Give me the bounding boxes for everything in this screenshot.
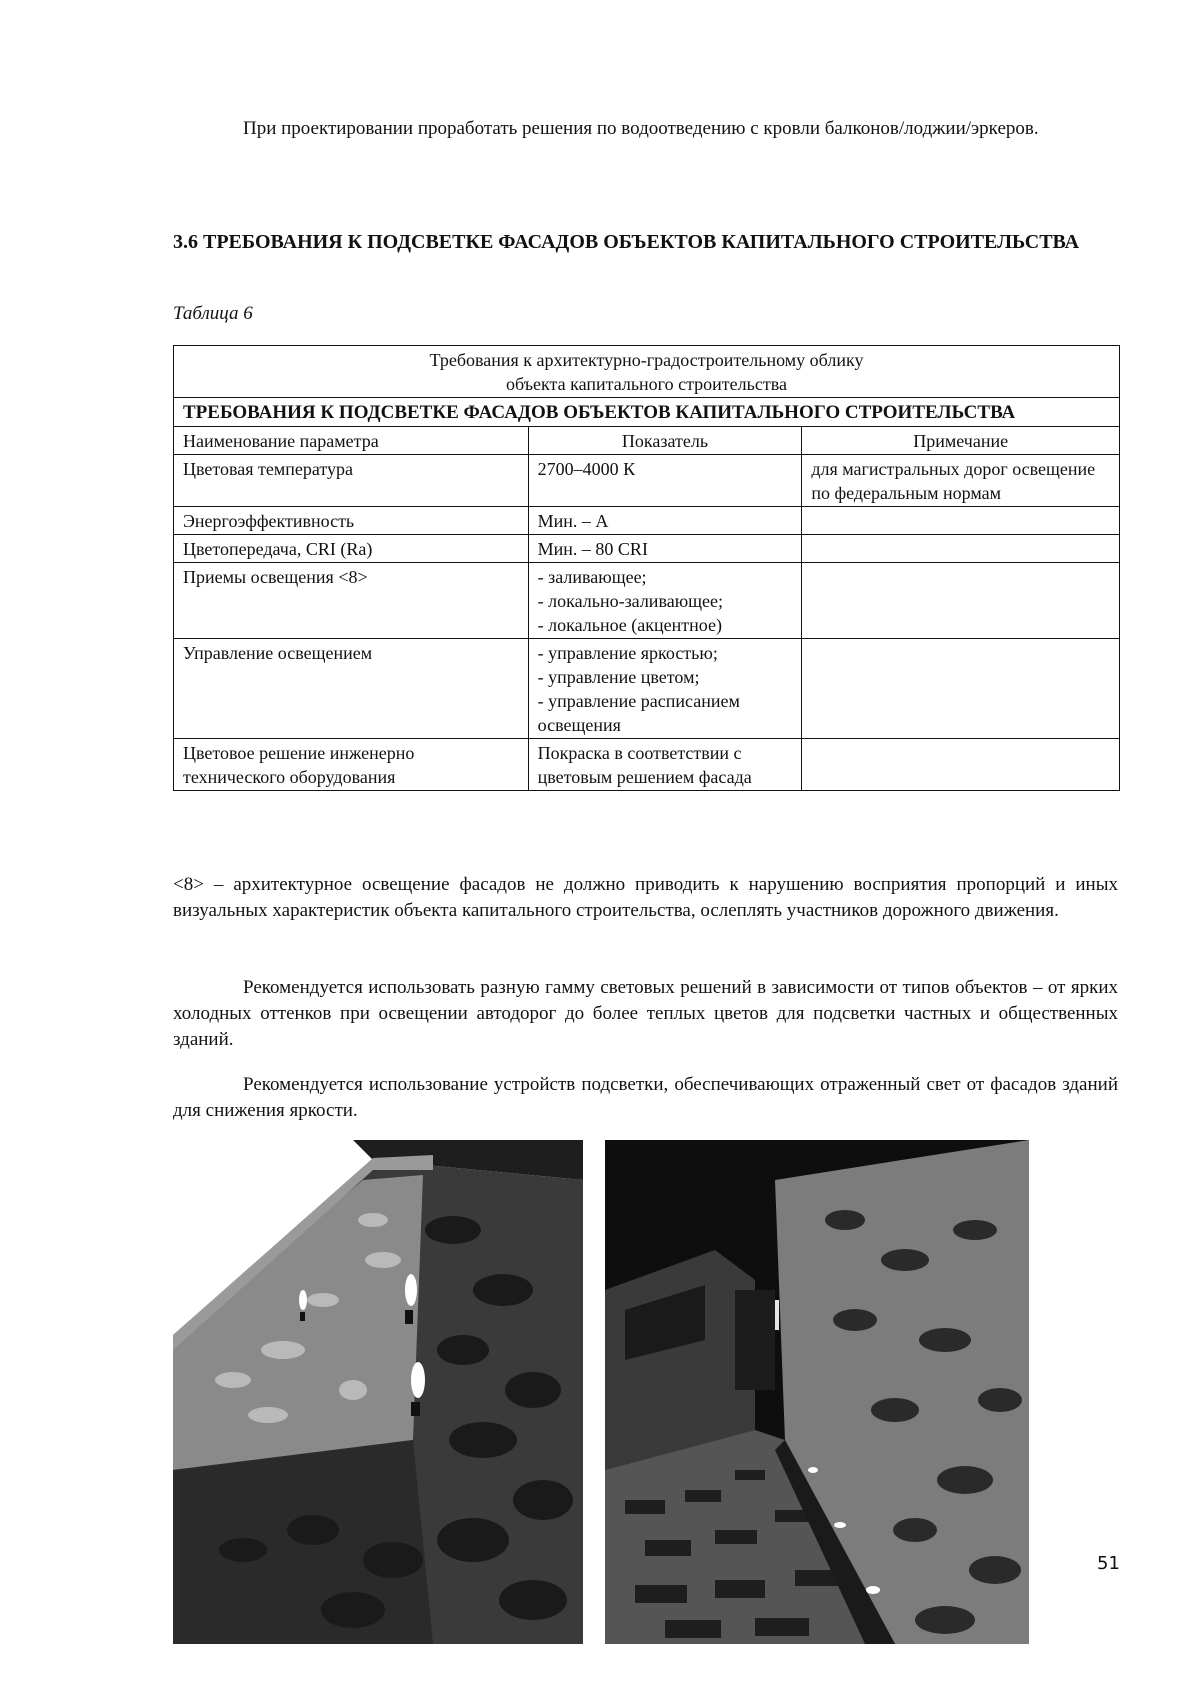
- table-header-line-1: Требования к архитектурно-градостроительному облику: [429, 350, 864, 370]
- requirements-table: [173, 345, 1120, 791]
- table-row: [174, 563, 1120, 639]
- recommendation-paragraph-2: Рекомендуется использование устройств подсветки, обеспечивающих отраженный свет от фасадов зданий для снижения яркости.: [173, 1074, 1118, 1121]
- table-subtitle-row: [174, 398, 1120, 427]
- column-header-value: Показатель: [528, 427, 802, 455]
- table-subtitle: ТРЕБОВАНИЯ К ПОДСВЕТКЕ ФАСАДОВ ОБЪЕКТОВ КАПИТАЛЬНОГО СТРОИТЕЛЬСТВА: [174, 398, 1120, 427]
- param-name: Цветовое решение инженерно технического оборудования: [174, 739, 529, 791]
- param-note: [802, 507, 1120, 535]
- param-note: [802, 535, 1120, 563]
- footnote: <8> – архитектурное освещение фасадов не должно приводить к нарушению восприятия пропорций и иных визуальных характеристик объекта капитального строительства, ослеплять участников дорожного движения.: [173, 874, 1118, 921]
- table-column-headers: [174, 427, 1120, 455]
- section-number: 3.6: [173, 231, 198, 253]
- intro-paragraph: При проектировании проработать решения по водоотведению с кровли балконов/лоджии/эркеров.: [243, 118, 1039, 139]
- param-name: Управление освещением: [174, 639, 529, 739]
- column-header-name: Наименование параметра: [174, 427, 529, 455]
- table-header-row: [174, 346, 1120, 398]
- param-value: Покраска в соответствии с цветовым решением фасада: [528, 739, 802, 791]
- stone-alley-photo-right: [605, 1140, 1029, 1644]
- param-note: для магистральных дорог освещение по федеральным нормам: [802, 455, 1120, 507]
- param-name: Цветопередача, CRI (Ra): [174, 535, 529, 563]
- param-name: Энергоэффективность: [174, 507, 529, 535]
- column-header-note: Примечание: [802, 427, 1120, 455]
- table-row: [174, 507, 1120, 535]
- stone-wall-photo-left: [173, 1140, 583, 1644]
- param-value: 2700–4000 К: [528, 455, 802, 507]
- table-row: [174, 535, 1120, 563]
- param-value: - управление яркостью; - управление цветом; - управление расписанием освещения: [528, 639, 802, 739]
- param-note: [802, 639, 1120, 739]
- stone-wall-illustration: [173, 1140, 583, 1644]
- param-name: Цветовая температура: [174, 455, 529, 507]
- param-name: Приемы освещения <8>: [174, 563, 529, 639]
- param-value: Мин. – А: [528, 507, 802, 535]
- page-number: 51: [1097, 1553, 1120, 1574]
- recommendation-paragraph-1: Рекомендуется использовать разную гамму световых решений в зависимости от типов объектов – от ярких холодных оттенков при освещении автодорог до более теплых цветов для подсветки частных и общественных зданий.: [173, 977, 1118, 1050]
- table-header-line-2: объекта капитального строительства: [506, 374, 787, 394]
- param-note: [802, 563, 1120, 639]
- table-row: [174, 639, 1120, 739]
- table-row: [174, 739, 1120, 791]
- table-header-cell: [174, 346, 1120, 398]
- param-note: [802, 739, 1120, 791]
- table-caption: Таблица 6: [173, 303, 253, 324]
- table-row: [174, 455, 1120, 507]
- section-title: ТРЕБОВАНИЯ К ПОДСВЕТКЕ ФАСАДОВ ОБЪЕКТОВ КАПИТАЛЬНОГО СТРОИТЕЛЬСТВА: [203, 231, 1080, 253]
- param-value: - заливающее; - локально-заливающее; - локальное (акцентное): [528, 563, 802, 639]
- stone-alley-illustration: [605, 1140, 1029, 1644]
- section-heading: [173, 229, 1118, 256]
- param-value: Мин. – 80 CRI: [528, 535, 802, 563]
